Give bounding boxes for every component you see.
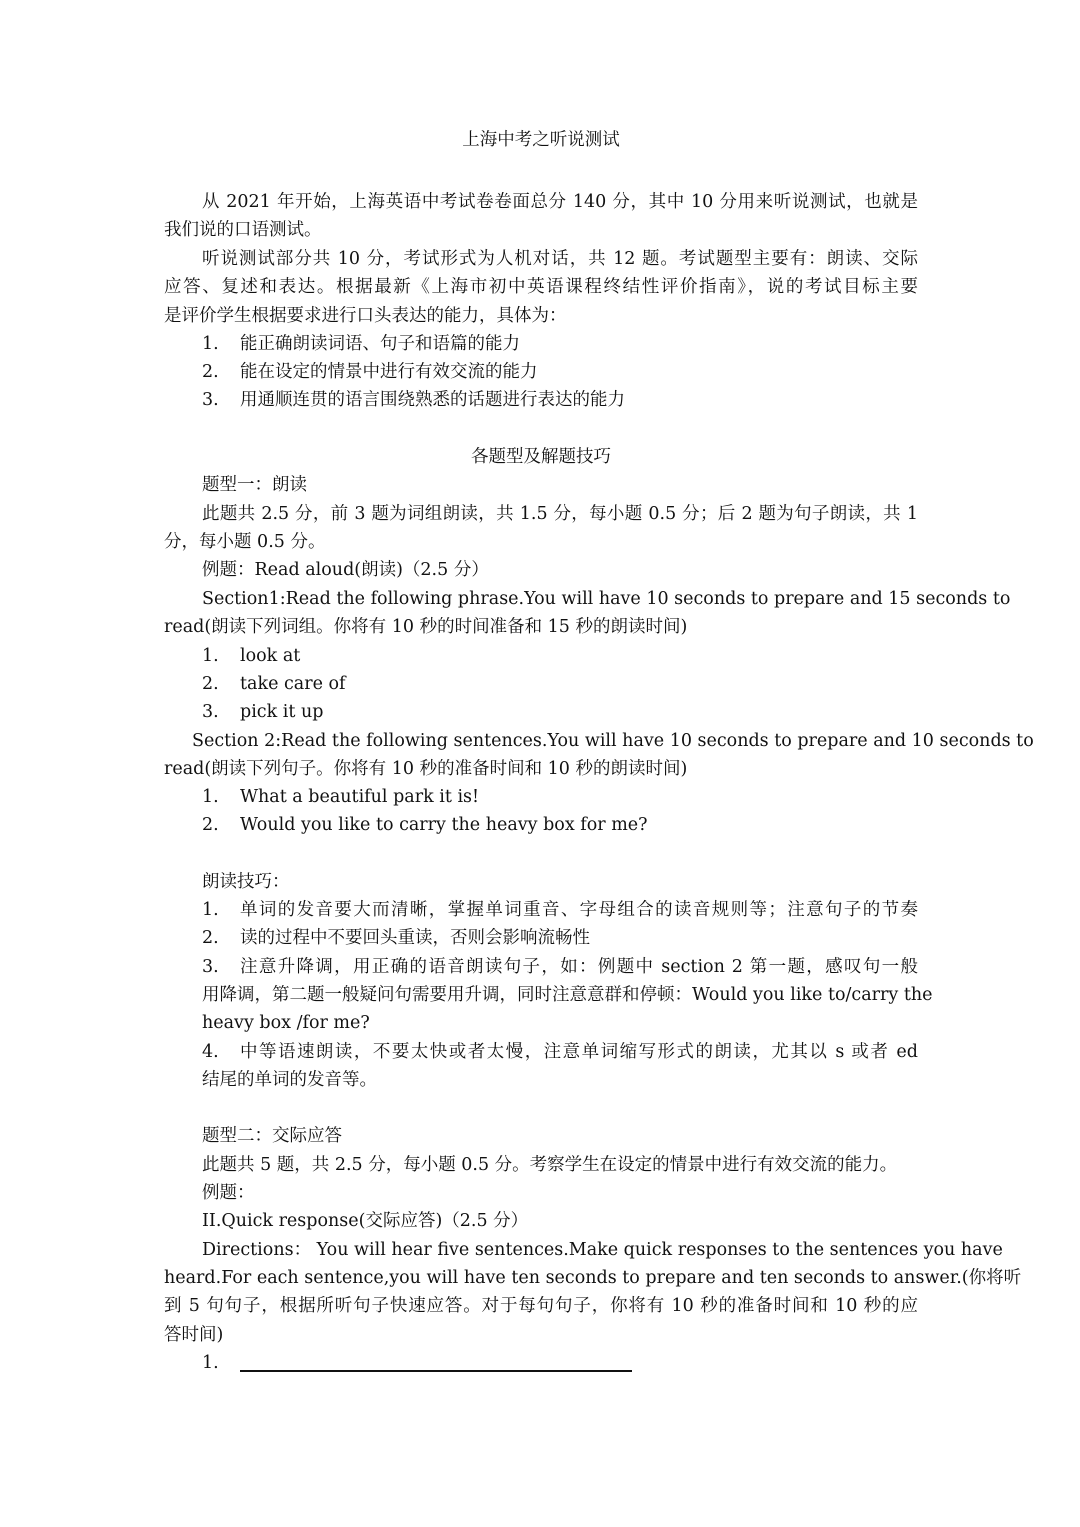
intro-paragraph-2-line-1: 听说测试部分共 10 分，考试形式为人机对话，共 12 题。考试题型主要有：朗读、交际 [202, 249, 918, 269]
tip-item: 读的过程中不要回头重读，否则会影响流畅性 [240, 928, 590, 948]
tip-item: 注意升降调，用正确的语音朗读句子，如：例题中 section 2 第一题，感叹句一般 [240, 957, 918, 977]
tip-item-continued: heavy box /for me? [202, 1013, 370, 1033]
goal-number: 3. [202, 390, 219, 410]
type1-description-line-2: 分，每小题 0.5 分。 [164, 532, 326, 552]
phrase-item: pick it up [240, 702, 324, 722]
type2-directions-line-3: 到 5 句句子，根据所听句子快速应答。对于每句句子，你将有 10 秒的准备时间和 10 秒的应 [164, 1296, 918, 1316]
phrase-item: take care of [240, 674, 346, 694]
goal-item: 能在设定的情景中进行有效交流的能力 [240, 362, 538, 382]
answer-blank-line [240, 1370, 632, 1372]
tip-number: 2. [202, 928, 219, 948]
type1-section1-line-2: read(朗读下列词组。你将有 10 秒的时间准备和 15 秒的朗读时间) [164, 617, 688, 637]
sentence-number: 2. [202, 815, 219, 835]
section-heading: 各题型及解题技巧 [471, 447, 611, 467]
type1-description-line-1: 此题共 2.5 分，前 3 题为词组朗读，共 1.5 分，每小题 0.5 分；后 2 题为句子朗读，共 1 [202, 504, 918, 524]
type1-section2-line-2: read(朗读下列句子。你将有 10 秒的准备时间和 10 秒的朗读时间) [164, 759, 688, 779]
type2-heading: 题型二：交际应答 [202, 1126, 342, 1146]
type1-heading: 题型一：朗读 [202, 475, 307, 495]
phrase-number: 3. [202, 702, 219, 722]
tip-number: 1. [202, 900, 219, 920]
type2-directions-line-1: Directions： You will hear five sentences.Make quick responses to the sentences you have [202, 1240, 1003, 1260]
type2-directions-line-4: 答时间) [164, 1325, 224, 1345]
goal-item: 用通顺连贯的语言围绕熟悉的话题进行表达的能力 [240, 390, 625, 410]
sentence-item: Would you like to carry the heavy box for me? [240, 815, 648, 835]
tip-item-continued: 用降调，第二题一般疑问句需要用升调，同时注意意群和停顿：Would you like to/carry the [202, 985, 933, 1005]
type1-section1-line-1: Section1:Read the following phrase.You will have 10 seconds to prepare and 15 seconds to [202, 589, 1011, 609]
type1-section2-line-1: Section 2:Read the following sentences.You will have 10 seconds to prepare and 10 seconds to [192, 731, 1034, 751]
intro-paragraph-1-line-2: 我们说的口语测试。 [164, 220, 322, 240]
goal-number: 2. [202, 362, 219, 382]
type1-example: 例题：Read aloud(朗读)（2.5 分） [202, 560, 489, 580]
goal-number: 1. [202, 334, 219, 354]
tip-item-continued: 结尾的单词的发音等。 [202, 1070, 377, 1090]
phrase-number: 1. [202, 646, 219, 666]
sentence-item: What a beautiful park it is! [240, 787, 480, 807]
type2-title: II.Quick response(交际应答)（2.5 分） [202, 1211, 529, 1231]
tip-number: 3. [202, 957, 219, 977]
document-title: 上海中考之听说测试 [462, 130, 620, 150]
type2-directions-line-2: heard.For each sentence,you will have ten seconds to prepare and ten seconds to answer.(你将听 [164, 1268, 1022, 1288]
tip-item: 单词的发音要大而清晰，掌握单词重音、字母组合的读音规则等；注意句子的节奏 [240, 900, 918, 920]
phrase-item: look at [240, 646, 301, 666]
intro-paragraph-1-line-1: 从 2021 年开始，上海英语中考试卷卷面总分 140 分，其中 10 分用来听说测试，也就是 [202, 192, 918, 212]
goal-item: 能正确朗读词语、句子和语篇的能力 [240, 334, 520, 354]
intro-paragraph-2-line-3: 是评价学生根据要求进行口头表达的能力，具体为： [164, 306, 567, 326]
answer-number: 1. [202, 1353, 219, 1373]
tip-number: 4. [202, 1042, 219, 1062]
phrase-number: 2. [202, 674, 219, 694]
type2-description: 此题共 5 题，共 2.5 分，每小题 0.5 分。考察学生在设定的情景中进行有效交流的能力。 [202, 1155, 898, 1175]
tips-heading: 朗读技巧： [202, 872, 290, 892]
intro-paragraph-2-line-2: 应答、复述和表达。根据最新《上海市初中英语课程终结性评价指南》，说的考试目标主要 [164, 277, 918, 297]
tip-item: 中等语速朗读，不要太快或者太慢，注意单词缩写形式的朗读，尤其以 s 或者 ed [240, 1042, 918, 1062]
sentence-number: 1. [202, 787, 219, 807]
type2-example-label: 例题： [202, 1183, 255, 1203]
